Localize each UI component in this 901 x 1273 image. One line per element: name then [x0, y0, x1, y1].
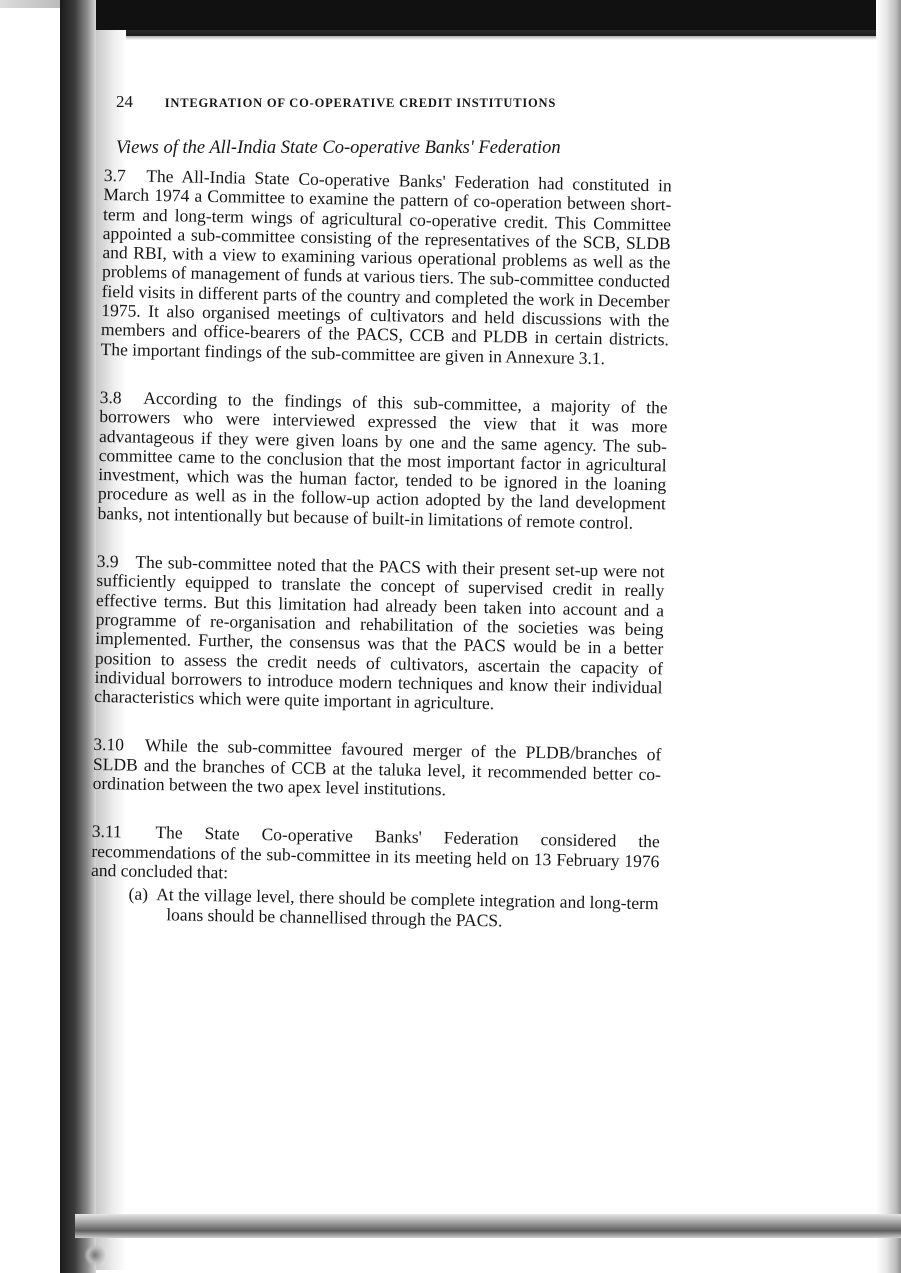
paragraph-text: According to the findings of this sub-committee, a majority of the borrowers who were interviewed expressed the view that it was more advantageous if they were given loans by one and the same agency. The sub-committee came to the conclusion that the most important factor in agricultural investment, which was the human factor, tended to be ignored in the loaning procedure as well as in the follow-up action adopted by the land development banks, not intentionally but because of built-in limitations of remote control.: [97, 387, 668, 533]
paragraph-text: The State Co-operative Banks' Federation considered the recommendations of the sub-committee in its meeting held on 13 February 1976 and concluded that:: [90, 822, 660, 883]
running-title: INTEGRATION OF CO-OPERATIVE CREDIT INSTITUTIONS: [164, 96, 557, 110]
list-item-a: [128, 885, 659, 933]
paragraph-text: The All-India State Co-operative Banks' Federation had constituted in March 1974 a Committee to examine the pattern of co-operation between short-term and long-term wings of agricultural co-operative credit. This Committee appointed a sub-committee consisting of the representatives of the SCB, SLDB and RBI, with a view to examining various operational problems as well as the problems of management of funds at various tiers. The sub-committee conducted field visits in different parts of the country and completed the work in December 1975. It also organised meetings of cultivators and held discussions with the members and office-bearers of the PACS, CCB and PLDB in certain districts. The important findings of the sub-committee are given in Annexure 3.1.: [100, 165, 672, 368]
paragraph-3-10: [93, 735, 662, 803]
page-header: [116, 92, 616, 112]
list-item-text: At the village level, there should be complete integration and long-term loans should be channellised through the PACS.: [155, 884, 659, 930]
scan-right-border: [876, 0, 901, 1273]
list-marker: (a): [128, 883, 149, 905]
paragraph-number: 3.7: [103, 165, 126, 186]
paragraph-text: While the sub-committee favoured merger of the PLDB/branches of SLDB and the branches of CCB at the taluka level, it recommended better co-ordination between the two apex level institutions.: [92, 735, 662, 800]
paragraph-number: 3.10: [93, 734, 125, 755]
scan-top-fade: [60, 30, 901, 40]
paragraph-number: 3.11: [91, 821, 122, 842]
paragraph-3-7: [100, 166, 671, 369]
body-text: [90, 166, 672, 933]
paragraph-number: 3.8: [99, 386, 122, 408]
scan-bottom-border: [75, 1214, 901, 1238]
paragraph-3-8: [97, 388, 667, 533]
paragraph-3-11: [91, 822, 660, 890]
scan-speck: [84, 1244, 106, 1266]
paragraph-text: The sub-committee noted that the PACS with their present set-up were not sufficiently equipped to translate the concept of supervised credit in really effective terms. But this limitation had already been taken into account and a programme of re-organisation and rehabilitation of the societies was being implemented. Further, the consensus was that the PACS would be in a better position to assess the credit needs of cultivators, ascertain the capacity of individual borrowers to introduce modern techniques and know their individual characteristics which were quite important in agriculture.: [94, 551, 665, 714]
page-number: 24: [116, 92, 133, 111]
paragraph-number: 3.9: [96, 550, 119, 572]
paragraph-3-9: [94, 552, 665, 717]
section-heading: Views of the All-India State Co-operative Banks' Federation: [116, 138, 561, 158]
scan-left-border: [60, 0, 96, 1273]
scan-corner-shadow: [0, 0, 60, 8]
